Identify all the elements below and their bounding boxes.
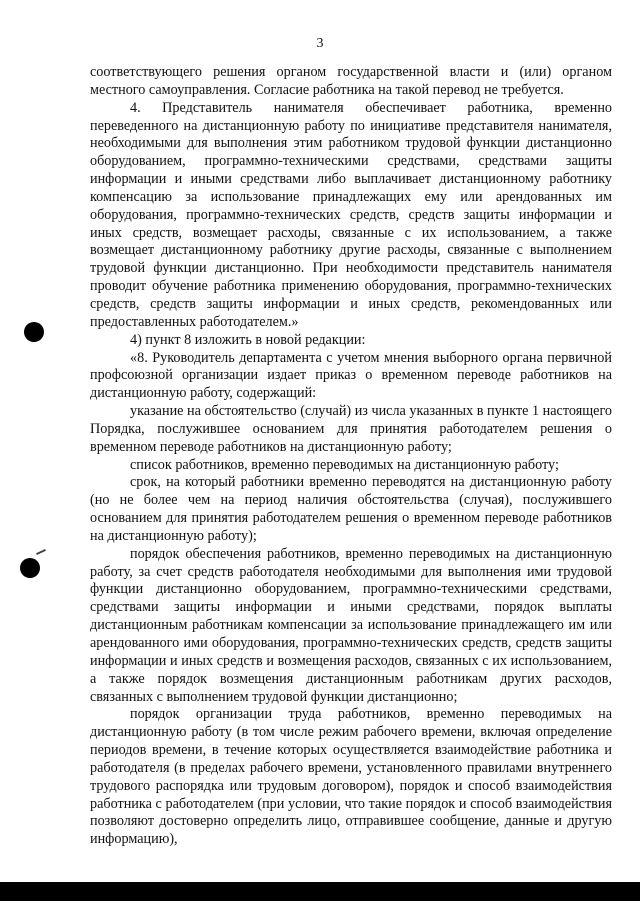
paragraph-continuation: соответствующего решения органом государственной власти и (или) органом местного самоуправления. Согласие работника на такой перевод не требуется. <box>90 64 612 98</box>
punch-hole-bottom <box>20 558 40 578</box>
document-body <box>90 64 612 849</box>
paragraph-item-8: «8. Руководитель департамента с учетом мнения выборного органа первичной профсоюзной организации издает приказ о временном переводе работников на дистанционную работу, содержащий: <box>90 349 612 402</box>
paragraph-term: срок, на который работники временно переводятся на дистанционную работу (но не более чем на период наличия обстоятельства (случая), послужившего основанием для принятия работодателем решения о временном переводе работников на дистанционную работу); <box>90 474 612 544</box>
punch-hole-top <box>24 322 44 342</box>
paragraph-item-4: 4. Представитель нанимателя обеспечивает работника, временно переведенного на дистанционную работу по инициативе представителя нанимателя, необходимыми для выполнения этим работником трудовой функции дистанционно оборудованием, программно-техническими средствами, средствами защиты информации и иными средствами либо выплачивает дистанционному работнику компенсацию за использование принадлежащих ему или арендованных им оборудования, программно-технических средств, средств защиты информации и иных средств, возмещает расходы, связанные с их использованием, а также возмещает дистанционному работнику другие расходы, связанные с выполнением трудовой функции дистанционно. При необходимости представитель нанимателя проводит обучение работника применению оборудования, программно-технических средств, средств защиты информации и иных средств, рекомендованных или предоставленных работодателем.» <box>90 99 612 330</box>
scan-mark <box>36 549 46 555</box>
paragraph-equipment-provision: порядок обеспечения работников, временно переводимых на дистанционную работу, за счет средств работодателя необходимыми для выполнения ими трудовой функции дистанционно оборудованием, программно-техническими средствами, средствами защиты информации и иными средствами, порядок выплаты дистанционным работникам компенсации за использование принадлежащего им или арендованного ими оборудования, программно-технических средств, средств защиты информации и иных средств и возмещения расходов, связанных с их использованием, а также порядок возмещения дистанционным работникам других расходов, связанных с выполнением трудовой функции дистанционно; <box>90 545 612 705</box>
scan-bottom-edge <box>0 882 640 901</box>
page-number: 3 <box>316 36 324 51</box>
paragraph-work-organization: порядок организации труда работников, временно переводимых на дистанционную работу (в том числе режим рабочего времени, включая определение периодов времени, в течение которых осуществляется взаимодействие работника и работодателя (в пределах рабочего времени, установленного правилами внутреннего трудового распорядка или трудовым договором), порядок и способ взаимодействия работника с работодателем (при условии, что такие порядок и способ взаимодействия позволяют достоверно определить лицо, отправившее сообщение, данные и другую информацию), <box>90 706 612 848</box>
paragraph-circumstance: указание на обстоятельство (случай) из числа указанных в пункте 1 настоящего Порядка, послужившее основанием для принятия работодателем решения о временном переводе работников на дистанционную работу; <box>90 403 612 455</box>
paragraph-employee-list: список работников, временно переводимых на дистанционную работу; <box>130 456 559 473</box>
paragraph-amendment-4: 4) пункт 8 изложить в новой редакции: <box>130 331 366 348</box>
